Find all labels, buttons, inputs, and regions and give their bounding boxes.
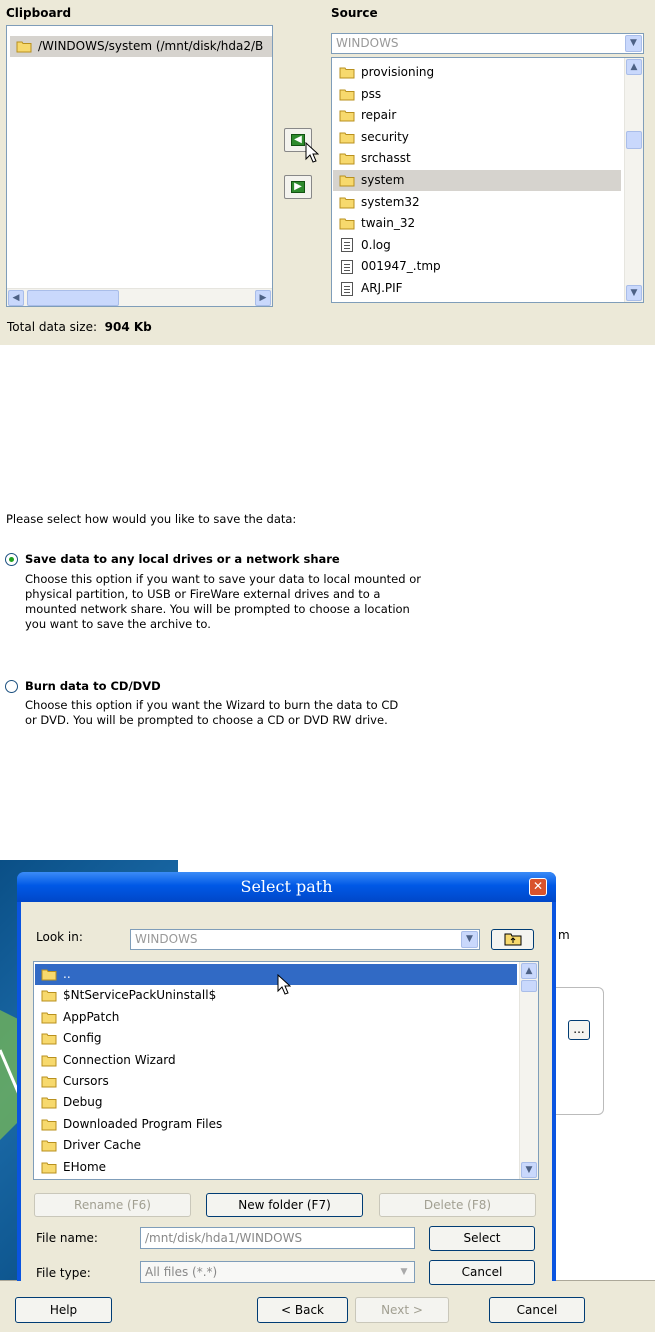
mouse-cursor-icon (305, 142, 319, 164)
browse-button[interactable]: ... (568, 1020, 590, 1040)
directory-item-label: EHome (63, 1159, 107, 1174)
look-in-value: WINDOWS (135, 932, 198, 946)
scroll-down-button[interactable]: ▼ (626, 285, 642, 301)
source-dropdown-value: WINDOWS (336, 36, 399, 50)
file-icon (341, 260, 353, 274)
total-size-label: Total data size: (7, 320, 97, 334)
dialog-body (21, 902, 552, 1281)
cancel-button[interactable]: Cancel (429, 1260, 535, 1285)
source-item-label: srchasst (361, 151, 411, 166)
folder-icon (339, 196, 355, 209)
arrow-right-icon: ▶ (291, 181, 305, 193)
source-item-label: 001947_.tmp (361, 259, 441, 274)
source-list-item[interactable] (333, 213, 621, 234)
arrow-left-icon: ◀ (291, 134, 305, 146)
directory-list-item[interactable] (35, 1071, 517, 1092)
burn-cd-title[interactable]: Burn data to CD/DVD (25, 679, 161, 693)
dialog-titlebar (17, 872, 556, 902)
directory-item-label: Connection Wizard (63, 1052, 176, 1067)
source-label: Source (331, 6, 378, 20)
select-path-dialog (17, 872, 556, 1281)
mouse-cursor-icon (277, 974, 291, 996)
scroll-thumb[interactable] (27, 290, 119, 306)
source-list-item[interactable] (333, 170, 621, 191)
folder-icon (41, 1011, 57, 1024)
folder-icon (41, 1054, 57, 1067)
directory-vscrollbar[interactable] (519, 962, 538, 1179)
move-to-source-button[interactable] (284, 175, 312, 199)
source-item-label: repair (361, 108, 397, 123)
folder-icon (41, 989, 57, 1002)
directory-item-label: Driver Cache (63, 1138, 142, 1153)
source-list-item[interactable] (333, 192, 621, 213)
next-button[interactable] (355, 1297, 449, 1323)
directory-list-item[interactable] (35, 1050, 517, 1071)
folder-icon (339, 174, 355, 187)
close-icon[interactable]: ✕ (529, 878, 547, 896)
select-path-screen (0, 860, 655, 1332)
directory-list-item[interactable] (35, 1114, 517, 1135)
folder-icon (41, 1075, 57, 1088)
folder-icon (339, 217, 355, 230)
file-icon (341, 238, 353, 252)
help-button[interactable] (15, 1297, 112, 1323)
directory-list-item[interactable] (35, 1135, 517, 1156)
clipboard-item[interactable] (10, 36, 272, 57)
source-item-label: security (361, 129, 409, 144)
folder-icon (339, 152, 355, 165)
total-data-size (7, 320, 152, 334)
folder-icon (41, 1032, 57, 1045)
directory-list-item[interactable] (35, 1157, 517, 1178)
new-folder-button[interactable]: New folder (F7) (206, 1193, 363, 1217)
source-list-item[interactable] (333, 256, 621, 277)
directory-item-label: Config (63, 1031, 102, 1046)
save-local-title[interactable]: Save data to any local drives or a network share (25, 552, 340, 566)
source-list-item[interactable] (333, 235, 621, 256)
wizard-cancel-label: Cancel (516, 1303, 558, 1317)
up-folder-button[interactable] (491, 929, 534, 950)
scroll-left-button[interactable]: ◀ (8, 290, 24, 306)
file-icon (341, 282, 353, 296)
delete-button[interactable]: Delete (F8) (379, 1193, 536, 1217)
folder-icon (41, 1161, 57, 1174)
directory-list-item[interactable] (35, 985, 517, 1006)
clipboard-hscrollbar[interactable] (7, 288, 272, 306)
folder-icon (41, 1118, 57, 1131)
directory-item-label: AppPatch (63, 1009, 120, 1024)
wizard-cancel-button[interactable] (489, 1297, 585, 1323)
source-list-item[interactable] (333, 62, 621, 83)
scroll-down-button[interactable]: ▼ (521, 1162, 537, 1178)
clipboard-label: Clipboard (6, 6, 72, 20)
directory-list-item[interactable] (35, 1007, 517, 1028)
look-in-dropdown[interactable] (130, 929, 480, 950)
scroll-right-button[interactable]: ▶ (255, 290, 271, 306)
file-type-value: All files (*.*) (145, 1265, 218, 1279)
burn-cd-radio[interactable] (5, 680, 18, 693)
chevron-down-icon[interactable]: ▼ (461, 931, 478, 948)
dialog-title: Select path (240, 877, 333, 896)
source-list-item[interactable] (333, 84, 621, 105)
chevron-down-icon[interactable]: ▼ (400, 1267, 408, 1277)
directory-list-item[interactable] (35, 1092, 517, 1113)
directory-item-label: Cursors (63, 1074, 109, 1088)
file-type-label: File type: (36, 1266, 91, 1280)
up-folder-icon (504, 932, 522, 946)
source-item-label: twain_32 (361, 216, 416, 231)
file-type-dropdown[interactable] (140, 1261, 415, 1283)
source-list-item[interactable] (333, 148, 621, 169)
source-item-label: pss (361, 86, 382, 101)
directory-item-label: $NtServicePackUninstall$ (63, 988, 217, 1003)
help-label: Help (49, 1303, 78, 1317)
directory-list-item[interactable] (35, 1028, 517, 1049)
source-item-label: system (361, 173, 405, 187)
scroll-up-button[interactable]: ▲ (626, 59, 642, 75)
source-item-label: provisioning (361, 65, 435, 79)
folder-icon (339, 88, 355, 101)
file-name-field[interactable]: /mnt/disk/hda1/WINDOWS (140, 1227, 415, 1249)
file-transfer-panel (0, 0, 655, 345)
folder-icon (339, 131, 355, 144)
folder-icon (41, 1139, 57, 1152)
back-label: < Back (280, 1303, 324, 1317)
burn-cd-description: Choose this option if you want the Wizard to burn the data to CD or DVD. You will be prompted to choose a CD or DVD RW drive. (25, 698, 399, 727)
source-list-item[interactable] (333, 278, 621, 299)
source-list[interactable] (331, 57, 644, 303)
save-local-description: Choose this option if you want to save your data to local mounted or physical partition, to USB or FireWare external drives and to a mounted network share. You will be prompted to choose a location you want to save the archive to. (25, 572, 421, 631)
source-list-item[interactable] (333, 105, 621, 126)
next-label: Next > (381, 1303, 423, 1317)
folder-icon (41, 968, 57, 981)
select-button[interactable]: Select (429, 1226, 535, 1251)
rename-button[interactable]: Rename (F6) (34, 1193, 191, 1217)
source-list-item[interactable] (333, 127, 621, 148)
directory-item-label: Downloaded Program Files (63, 1116, 223, 1131)
directory-item-label: Debug (63, 1095, 103, 1110)
clipboard-item-label: /WINDOWS/system (/mnt/disk/hda2/B (38, 39, 264, 53)
background-text-fragment: m (558, 928, 570, 942)
total-size-value: 904 Kb (104, 320, 152, 334)
directory-list-item[interactable] (35, 964, 517, 985)
source-item-label: ARJ.PIF (361, 281, 403, 295)
clipboard-list[interactable] (6, 25, 273, 307)
save-prompt: Please select how would you like to save the data: (6, 512, 297, 526)
file-name-label: File name: (36, 1231, 98, 1245)
scroll-thumb[interactable] (626, 131, 642, 149)
back-button[interactable] (257, 1297, 348, 1323)
folder-icon (339, 66, 355, 79)
save-local-radio[interactable] (5, 553, 18, 566)
directory-item-label: .. (63, 967, 71, 981)
scroll-up-button[interactable]: ▲ (521, 963, 537, 979)
folder-icon (16, 40, 32, 53)
source-item-label: 0.log (361, 237, 391, 252)
folder-icon (339, 109, 355, 122)
chevron-down-icon[interactable]: ▼ (625, 35, 642, 52)
source-vscrollbar[interactable] (624, 58, 643, 302)
folder-icon (41, 1096, 57, 1109)
source-item-label: system32 (361, 194, 420, 209)
look-in-label: Look in: (36, 930, 83, 944)
scroll-thumb[interactable] (521, 980, 537, 992)
source-dropdown[interactable] (331, 33, 644, 54)
